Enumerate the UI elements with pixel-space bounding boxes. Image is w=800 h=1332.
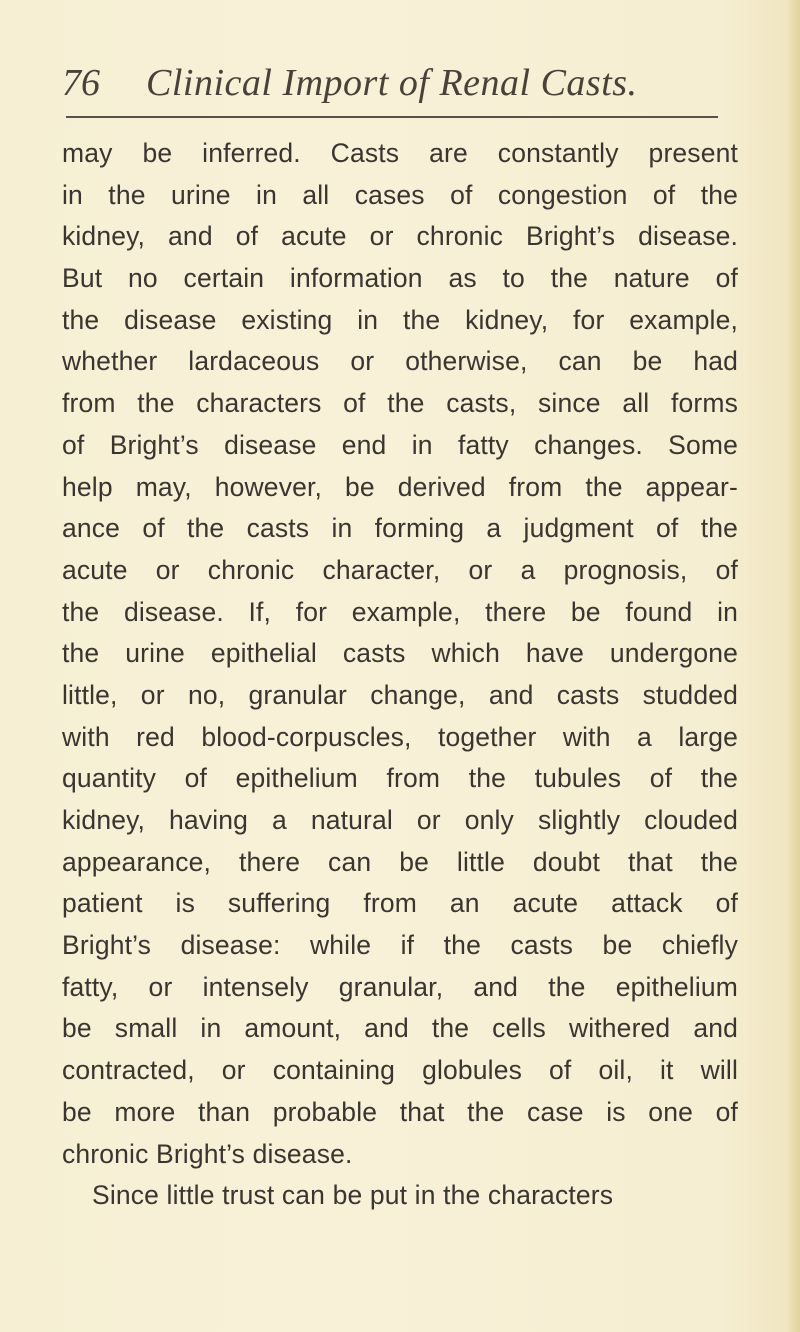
text-line: with red blood-corpuscles, together with a large <box>62 721 738 752</box>
text-line: patient is suffering from an acute attack of <box>62 888 738 919</box>
text-line: the disease. If, for example, there be found in <box>62 596 738 627</box>
text-line: be small in amount, and the cells withered and <box>62 1013 738 1044</box>
text-line: the disease existing in the kidney, for example, <box>62 304 738 335</box>
page-edge-shadow <box>786 0 800 1332</box>
text-line: kidney, and of acute or chronic Bright’s disease. <box>62 221 738 252</box>
running-title: Clinical Import of Renal Casts. <box>146 62 638 104</box>
header-rule <box>66 116 718 118</box>
text-line: But no certain information as to the nature of <box>62 263 738 294</box>
text-line: acute or chronic character, or a prognosis, of <box>62 554 738 585</box>
text-line: kidney, having a natural or only slightly clouded <box>62 805 738 835</box>
text-line: may be inferred. Casts are constantly present <box>62 138 738 168</box>
page-header <box>62 58 722 114</box>
text-line: be more than probable that the case is one of <box>62 1096 738 1127</box>
text-line: whether lardaceous or otherwise, can be had <box>62 346 738 377</box>
text-line: Bright’s disease: while if the casts be chiefly <box>62 930 738 961</box>
text-line: quantity of epithelium from the tubules of the <box>62 763 738 794</box>
body-text <box>62 133 738 1217</box>
text-line: fatty, or intensely granular, and the epithelium <box>62 971 738 1002</box>
text-line: little, or no, granular change, and casts studded <box>62 679 738 710</box>
text-line: from the characters of the casts, since all forms <box>62 388 738 419</box>
text-line-paragraph-start: Since little trust can be put in the characters <box>92 1180 614 1211</box>
text-line: help may, however, be derived from the appear- <box>62 471 738 502</box>
text-line: contracted, or containing globules of oil, it will <box>62 1055 738 1086</box>
text-line: of Bright’s disease end in fatty changes. Some <box>62 429 738 460</box>
text-line-paragraph-end: chronic Bright’s disease. <box>62 1138 353 1169</box>
text-line: the urine epithelial casts which have undergone <box>62 638 738 669</box>
text-line: in the urine in all cases of congestion of the <box>62 179 738 210</box>
text-line: ance of the casts in forming a judgment of the <box>62 513 738 544</box>
page-number: 76 <box>62 62 100 104</box>
text-line: appearance, there can be little doubt that the <box>62 846 738 877</box>
